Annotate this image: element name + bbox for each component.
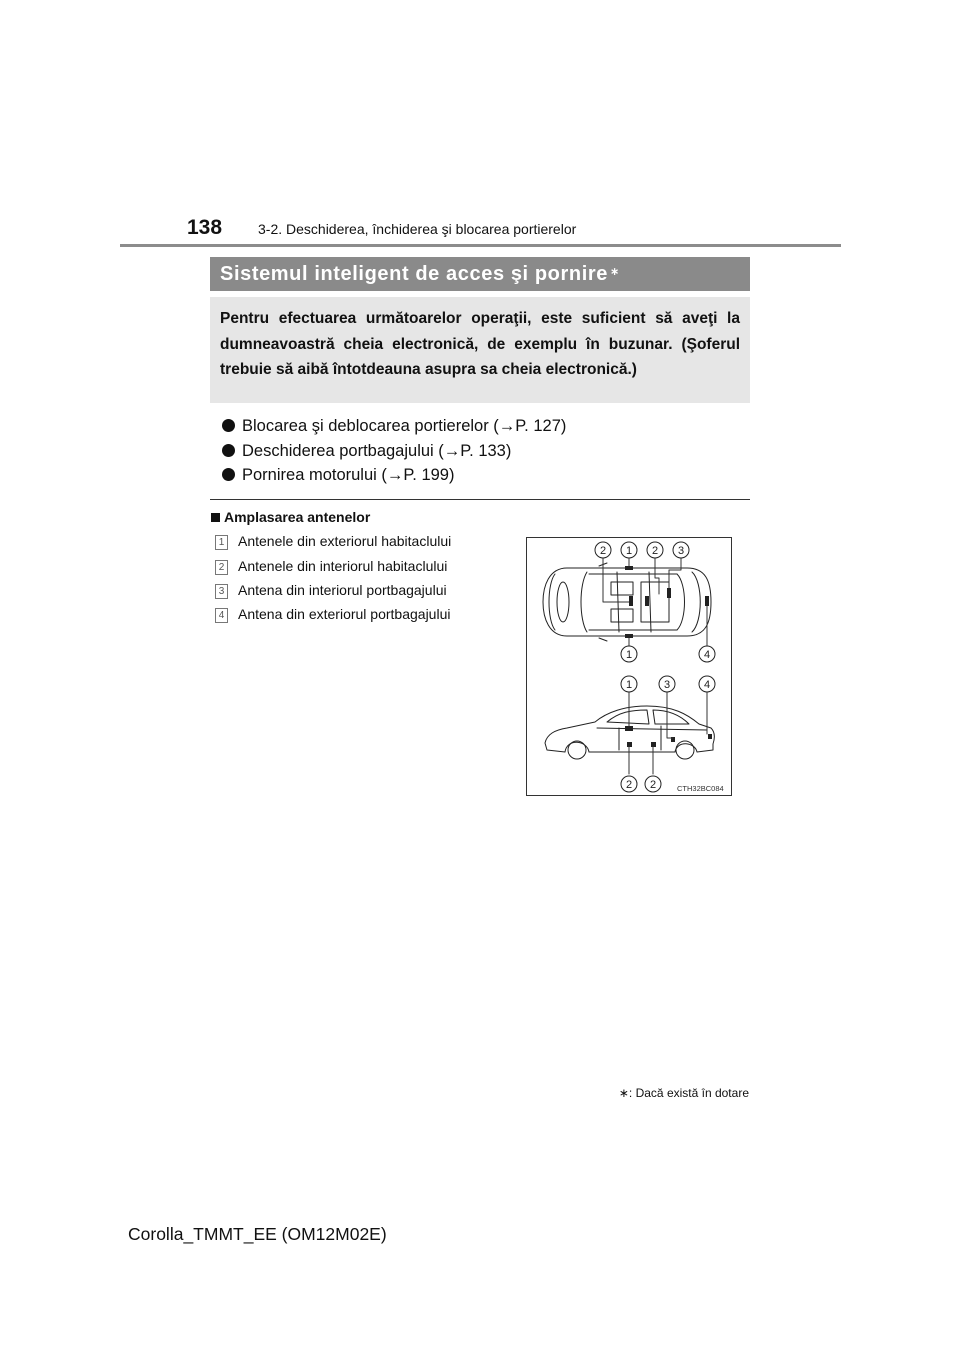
bullet-item — [222, 442, 511, 461]
leader-lines-side — [629, 692, 707, 774]
car-illustration — [527, 538, 731, 795]
subheading — [211, 509, 370, 525]
legend-item — [215, 558, 447, 575]
callout-label: 4 — [703, 649, 711, 661]
footnote-marker: ∗ — [618, 1086, 629, 1100]
bullet-text: Blocarea şi deblocarea portierelor (→P. 127) — [242, 417, 567, 435]
bullet-item — [222, 417, 566, 436]
car-side-view — [545, 706, 714, 759]
legend-text: Antena din exteriorul portbagajului — [238, 606, 451, 622]
header-divider — [120, 244, 841, 247]
bullet-item — [222, 466, 454, 485]
square-bullet-icon — [211, 513, 220, 522]
legend-text: Antenele din interiorul habitaclului — [238, 558, 448, 574]
callout-label: 2 — [599, 545, 607, 557]
subheading-text: Amplasarea antenelor — [224, 509, 371, 525]
bullet-text: Deschiderea portbagajului (→P. 133) — [242, 442, 512, 460]
callout-label: 2 — [651, 545, 659, 557]
legend-number: 3 — [215, 584, 228, 599]
page-footer: Corolla_TMMT_EE (OM12M02E) — [128, 1224, 387, 1244]
section-heading — [210, 257, 750, 291]
callout-label: 3 — [677, 545, 685, 557]
intro-box: Pentru efectuarea următoarelor operaţii, este suficient să aveţi la dumneavoastră cheia electronică, de exemplu în buzunar. (Şoferul trebuie să aibă întotdeauna asupra sa cheia electronică.) — [210, 297, 750, 403]
callout-label: 1 — [625, 649, 633, 661]
heading-marker: ∗ — [609, 266, 620, 278]
antenna-location-figure — [526, 537, 732, 796]
callout-label: 1 — [625, 545, 633, 557]
antenna-markers-top — [625, 566, 709, 638]
bullet-text: Pornirea motorului (→P. 199) — [242, 466, 455, 484]
section-divider — [210, 499, 750, 500]
bullet-dot-icon — [222, 419, 235, 432]
legend-item — [215, 582, 447, 599]
callout-label: 4 — [703, 679, 711, 691]
legend-item — [215, 606, 450, 623]
leader-lines-top — [603, 558, 707, 646]
page-number: 138 — [187, 216, 223, 239]
callout-label: 3 — [663, 679, 671, 691]
heading-title: Sistemul inteligent de acces şi pornire — [220, 263, 608, 285]
callout-label: 1 — [625, 679, 633, 691]
legend-number: 2 — [215, 560, 228, 575]
bullet-dot-icon — [222, 468, 235, 481]
callout-label: 2 — [625, 779, 633, 791]
section-title: 3-2. Deschiderea, închiderea şi blocarea portierelor — [258, 221, 577, 237]
bullet-dot-icon — [222, 444, 235, 457]
legend-item — [215, 533, 451, 550]
footnote — [619, 1086, 749, 1100]
legend-number: 4 — [215, 608, 228, 623]
figure-code: CTH32BC084 — [677, 784, 724, 793]
legend-text: Antenele din exteriorul habitaclului — [238, 533, 452, 549]
callout-label: 2 — [649, 779, 657, 791]
footnote-text: : Dacă există în dotare — [628, 1086, 749, 1100]
legend-number: 1 — [215, 535, 228, 550]
legend-text: Antena din interiorul portbagajului — [238, 582, 447, 598]
